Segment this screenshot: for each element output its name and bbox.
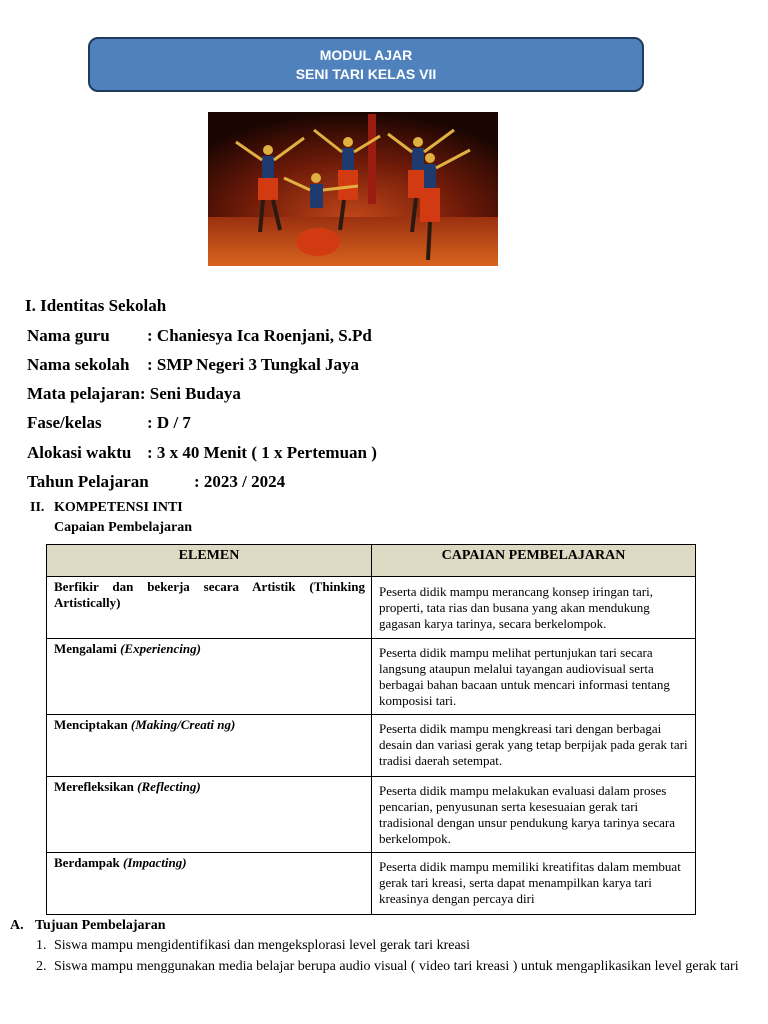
- title-banner: [88, 37, 644, 92]
- element-name: Merefleksikan: [54, 779, 138, 794]
- element-name-en: (Impacting): [122, 855, 187, 870]
- element-name: Berdampak: [54, 855, 123, 870]
- list-item: [36, 936, 756, 955]
- outcome-text: Peserta didik mampu melakukan evaluasi dalam proses pencarian, penyusunan serta kesesuaian gerak tari tradisional dengan unsur pendukung karya tarinya secara berkelompok.: [379, 783, 676, 846]
- section-number: II.: [30, 500, 45, 515]
- list-item-number: 1.: [36, 938, 47, 953]
- identity-row: [27, 443, 377, 463]
- identity-value: : Seni Budaya: [139, 384, 241, 403]
- outcome-cell: [372, 577, 696, 639]
- element-cell: [47, 853, 372, 915]
- table-row: [47, 715, 696, 777]
- section-kompetensi-title: [30, 500, 183, 516]
- banner-line-2: SENI TARI KELAS VII: [295, 65, 437, 82]
- identity-row: [27, 413, 191, 433]
- element-cell: [47, 577, 372, 639]
- column-header-elemen: ELEMEN: [47, 545, 372, 577]
- section-kompetensi-label: KOMPETENSI INTI: [54, 500, 183, 515]
- table-row: [47, 777, 696, 853]
- element-name: Menciptakan: [54, 717, 131, 732]
- outcome-cell: [372, 639, 696, 715]
- tujuan-title: Tujuan Pembelajaran: [35, 918, 166, 933]
- element-name: Mengalami: [54, 641, 121, 656]
- element-name-en: (Reflecting): [137, 779, 201, 794]
- table-header-row: [47, 545, 696, 577]
- identity-value: : SMP Negeri 3 Tungkal Jaya: [147, 355, 360, 374]
- identity-label: Nama guru: [27, 326, 110, 345]
- identity-label: Alokasi waktu: [27, 443, 132, 462]
- tujuan-letter: A.: [10, 918, 24, 933]
- element-cell: [47, 715, 372, 777]
- capaian-table: [46, 544, 696, 915]
- capaian-subtitle: Capaian Pembelajaran: [54, 520, 193, 535]
- dance-photo: [208, 112, 498, 266]
- identity-value: : 2023 / 2024: [194, 472, 286, 491]
- list-item-number: 2.: [36, 959, 47, 974]
- identity-value: : Chaniesya Ica Roenjani, S.Pd: [147, 326, 372, 345]
- section-identitas-title: I. Identitas Sekolah: [25, 296, 167, 315]
- identity-row: [27, 355, 359, 375]
- element-name-en: (Making/Creati ng): [130, 717, 236, 732]
- identity-value: : 3 x 40 Menit ( 1 x Pertemuan ): [147, 443, 377, 462]
- identity-label: Tahun Pelajaran: [27, 472, 149, 491]
- banner-line-1: MODUL AJAR: [319, 46, 413, 63]
- list-item: [36, 957, 756, 976]
- table-row: [47, 639, 696, 715]
- table-row: [47, 853, 696, 915]
- column-header-capaian: CAPAIAN PEMBELAJARAN: [372, 545, 696, 577]
- identity-label: Fase/kelas: [27, 413, 102, 432]
- list-item-text: Siswa mampu menggunakan media belajar berupa audio visual ( video tari kreasi ) untuk mengaplikasikan level gerak tari: [54, 959, 739, 974]
- tujuan-list: [36, 936, 756, 978]
- element-cell: [47, 639, 372, 715]
- element-name: Berfikir dan bekerja secara Artistik (Thinking Artistically): [54, 579, 365, 610]
- element-cell: [47, 777, 372, 853]
- outcome-text: Peserta didik mampu melihat pertunjukan tari secara langsung ataupun melalui tayangan audiovisual serta berbagai bahan bacaan untuk mencari informasi tentang komposisi tari.: [379, 645, 670, 708]
- outcome-cell: [372, 853, 696, 915]
- list-item-text: Siswa mampu mengidentifikasi dan mengeksplorasi level gerak tari kreasi: [54, 938, 470, 953]
- table-row: [47, 577, 696, 639]
- identity-label: Mata pelajaran: [27, 384, 140, 403]
- outcome-text: Peserta didik mampu memiliki kreatifitas dalam membuat gerak tari kreasi, serta dapat menampilkan karya tari kreasinya dengan percaya diri: [379, 859, 681, 906]
- identity-label: Nama sekolah: [27, 355, 130, 374]
- outcome-cell: [372, 715, 696, 777]
- tujuan-heading: [10, 918, 166, 934]
- outcome-text: Peserta didik mampu merancang konsep iringan tari, properti, tata rias dan busana yang akan mendukung gagasan karya tarinya, secara berkelompok.: [379, 584, 654, 631]
- outcome-cell: [372, 777, 696, 853]
- identity-row: [27, 326, 372, 346]
- outcome-text: Peserta didik mampu mengkreasi tari dengan berbagai desain dan variasi gerak yang tetap berpijak pada gerak tari tradisi daerah setempat.: [379, 721, 688, 768]
- identity-row: [27, 472, 285, 492]
- element-name-en: (Experiencing): [120, 641, 201, 656]
- identity-row: [27, 384, 241, 404]
- identity-value: : D / 7: [147, 413, 191, 432]
